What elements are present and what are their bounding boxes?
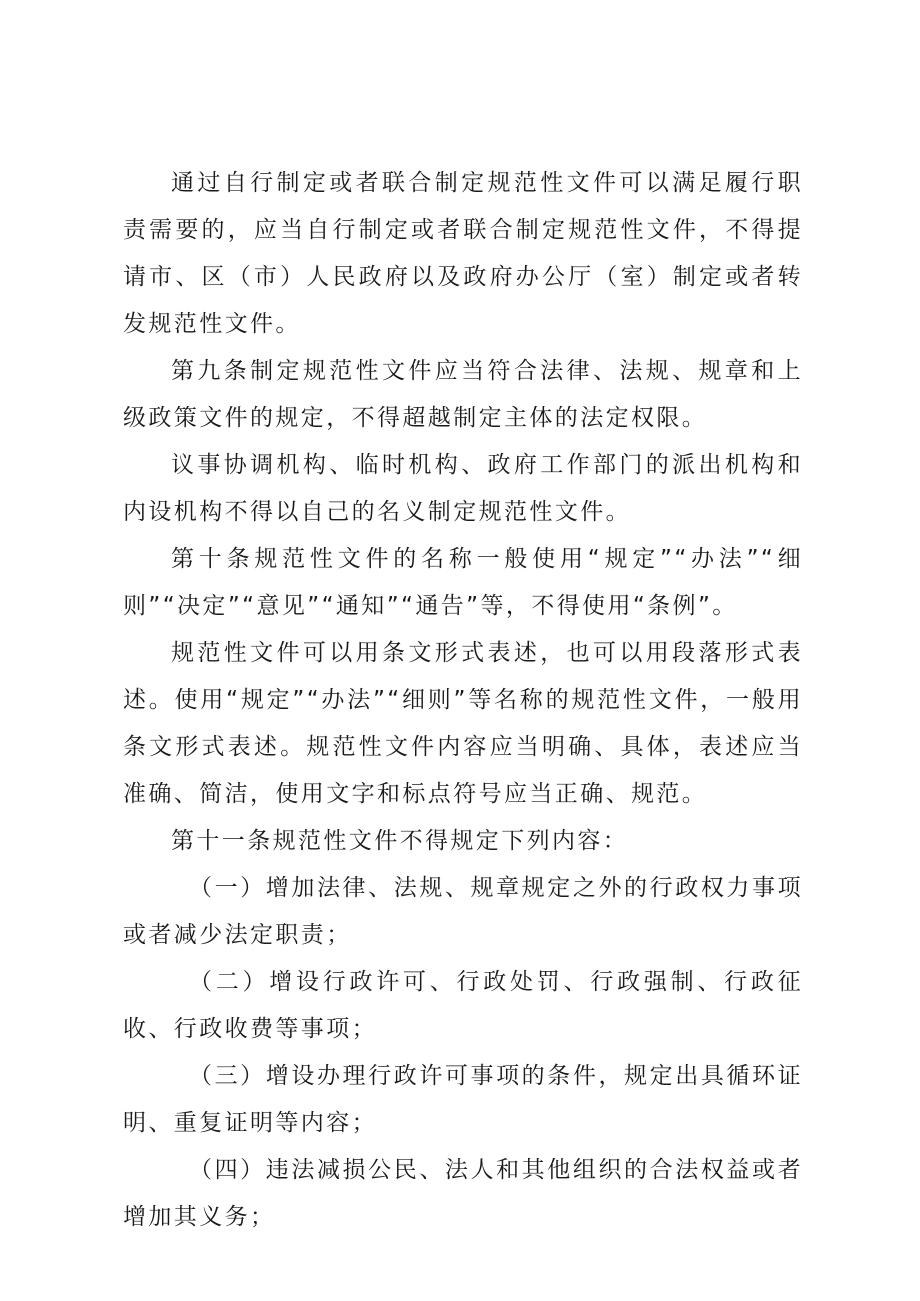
list-item: （三）增设办理行政许可事项的条件，规定出具循环证明、重复证明等内容； <box>123 1063 803 1136</box>
list-item: （二）增设行政许可、行政处罚、行政强制、行政征收、行政收费等事项； <box>123 969 803 1042</box>
list-item: （一）增加法律、法规、规章规定之外的行政权力事项或者减少法定职责； <box>123 875 803 948</box>
paragraph: 规范性文件可以用条文形式表述，也可以用段落形式表述。使用“规定”“办法”“细则”等名称的规范性文件，一般用条文形式表述。规范性文件内容应当明确、具体，表述应当准确、简洁，使用文字和标点符号应当正确、规范。 <box>123 640 803 807</box>
paragraph: 通过自行制定或者联合制定规范性文件可以满足履行职责需要的，应当自行制定或者联合制定规范性文件，不得提请市、区（市）人民政府以及政府办公厅（室）制定或者转发规范性文件。 <box>123 170 803 337</box>
article-10-paragraph: 第十条规范性文件的名称一般使用“规定”“办法”“细则”“决定”“意见”“通知”“通告”等，不得使用“条例”。 <box>123 546 803 619</box>
paragraph: 议事协调机构、临时机构、政府工作部门的派出机构和内设机构不得以自己的名义制定规范性文件。 <box>123 452 803 525</box>
article-9-paragraph: 第九条制定规范性文件应当符合法律、法规、规章和上级政策文件的规定，不得超越制定主体的法定权限。 <box>123 358 803 431</box>
article-11-paragraph: 第十一条规范性文件不得规定下列内容： <box>171 828 629 854</box>
document-body <box>123 160 803 1241</box>
list-item: （四）违法减损公民、法人和其他组织的合法权益或者增加其义务； <box>123 1157 803 1230</box>
